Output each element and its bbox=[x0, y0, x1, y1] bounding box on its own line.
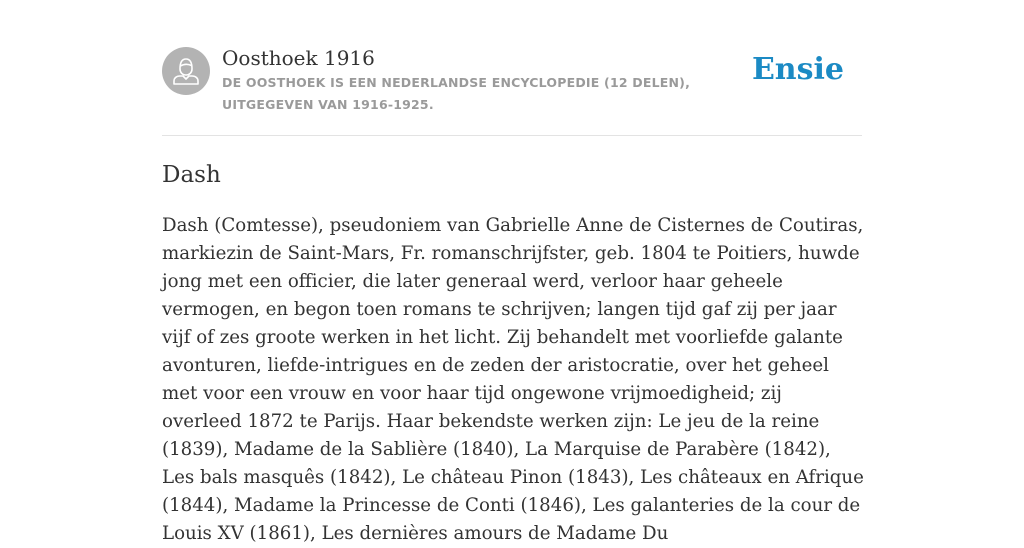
user-icon bbox=[162, 47, 210, 95]
source-description: DE OOSTHOEK IS EEN NEDERLANDSE ENCYCLOPEDIE (12 DELEN), UITGEGEVEN VAN 1916-1925. bbox=[222, 75, 691, 112]
source-title[interactable]: Oosthoek 1916 bbox=[222, 46, 375, 70]
entry-title: Dash bbox=[162, 162, 221, 188]
entry-body: Dash (Comtesse), pseudoniem van Gabrielle Anne de Cisternes de Coutiras, markiezin de Saint-Mars, Fr. romanschrijfster, geb. 1804 te Poitiers, huwde jong met een officier, die later generaal werd, verloor haar geheele vermogen, en begon toen romans te schrijven; langen tijd gaf zij per jaar vijf of zes groote werken in het licht. Zij behandelt met voorliefde galante avonturen, liefde-intrigues en de zeden der aristocratie, over het geheel met voor een vrouw en voor haar tijd ongewone vrijmoedigheid; zij overleed 1872 te Parijs. Haar bekendste werken zijn: Le jeu de la reine (1839), Madame de la Sablière (1840), La Marquise de Parabère (1842), Les bals masquês (1842), Le château Pinon (1843), Les châteaux en Afrique (1844), Madame la Princesse de Conti (1846), Les galanteries de la cour de Louis XV (1861), Les dernières amours de Madame Du bbox=[162, 215, 864, 544]
ensie-logo[interactable]: Ensie bbox=[751, 52, 844, 87]
source-header bbox=[162, 46, 862, 116]
divider bbox=[162, 135, 862, 136]
avatar[interactable] bbox=[162, 47, 210, 95]
